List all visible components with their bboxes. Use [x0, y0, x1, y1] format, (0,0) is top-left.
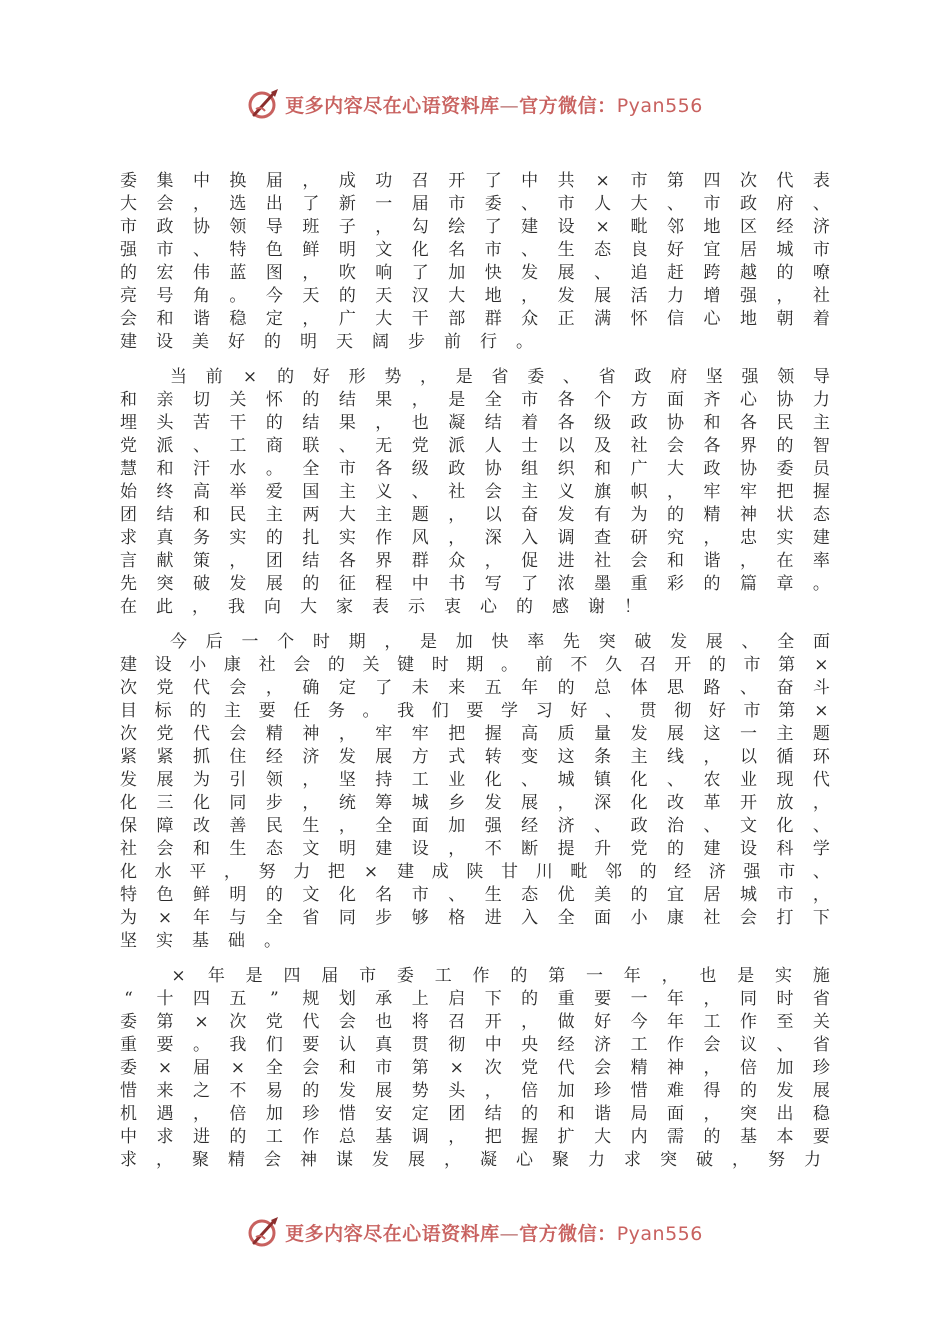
paragraph [120, 631, 830, 953]
text-line: 当 前 × 的 好 形 势 ， 是 省 委 、 省 政 府 坚 强 领 导 [170, 367, 830, 387]
text-line: 在 此 ， 我 向 大 家 表 示 衷 心 的 感 谢 ！ [120, 597, 641, 617]
text-line: 目 标 的 主 要 任 务 。 我 们 要 学 习 好 、 贯 彻 好 市 第 × [120, 701, 829, 721]
text-line: 埋 头 苦 干 的 结 果 ， 也 凝 结 着 各 级 政 协 和 各 民 主 [120, 413, 830, 433]
text-line: 重 要 。 我 们 要 认 真 贯 彻 中 央 经 济 工 作 会 议 、 省 [120, 1035, 830, 1055]
text-line: 保 障 改 善 民 生 ， 全 面 加 强 经 济 、 政 治 、 文 化 、 [120, 816, 830, 836]
text-line: 亮 号 角 。 今 天 的 天 汉 大 地 ， 发 展 活 力 增 强 ， 社 [120, 286, 830, 306]
text-line: 发 展 为 引 领 ， 坚 持 工 业 化 、 城 镇 化 、 农 业 现 代 [120, 770, 830, 790]
header-watermark-banner [0, 84, 950, 124]
text-line: 建 设 美 好 的 明 天 阔 步 前 行 。 [120, 332, 533, 352]
text-line: 先 突 破 发 展 的 征 程 中 书 写 了 浓 墨 重 彩 的 篇 章 。 [120, 574, 830, 594]
text-line: 坚 实 基 础 。 [120, 931, 281, 951]
text-line: 社 会 和 生 态 文 明 建 设 ， 不 断 提 升 党 的 建 设 科 学 [120, 839, 830, 859]
text-line: 团 结 和 民 主 两 大 主 题 ， 以 奋 发 有 为 的 精 神 状 态 [120, 505, 830, 525]
text-line: 紧 紧 抓 住 经 济 发 展 方 式 转 变 这 条 主 线 ， 以 循 环 [120, 747, 830, 767]
banner-contact-text: 官方微信： [519, 1222, 617, 1245]
text-line: 特 色 鲜 明 的 文 化 名 市 、 生 态 优 美 的 宜 居 城 市 ， [120, 885, 830, 905]
banner-wechat-id: Pyan556 [616, 1222, 703, 1245]
banner-text [285, 1219, 703, 1246]
text-line: 大 会 ， 选 出 了 新 一 届 市 委 、 市 人 大 、 市 政 府 、 [120, 194, 830, 214]
paragraph [120, 366, 830, 619]
text-line: 次 党 代 会 ， 确 定 了 未 来 五 年 的 总 体 思 路 、 奋 斗 [120, 678, 830, 698]
text-line: 市 政 协 领 导 班 子 ， 勾 绘 了 建 设 × 毗 邻 地 区 经 济 [120, 217, 830, 237]
text-line: × 年 是 四 届 市 委 工 作 的 第 一 年 ， 也 是 实 施 [171, 966, 830, 986]
text-line: 委 × 届 × 全 会 和 市 第 × 次 党 代 会 精 神 ， 倍 加 珍 [120, 1058, 830, 1078]
text-line: 化 三 化 同 步 ， 统 筹 城 乡 发 展 ， 深 化 改 革 开 放 ， [120, 793, 830, 813]
text-line: 建 设 小 康 社 会 的 关 键 时 期 。 前 不 久 召 开 的 市 第 × [120, 655, 829, 675]
text-line: 委 集 中 换 届 ， 成 功 召 开 了 中 共 × 市 第 四 次 代 表 [120, 171, 830, 191]
text-line: 惜 来 之 不 易 的 发 展 势 头 ， 倍 加 珍 惜 难 得 的 发 展 [120, 1081, 830, 1101]
banner-wechat-id: Pyan556 [616, 94, 703, 117]
text-line: 慧 和 汗 水 。 全 市 各 级 政 协 组 织 和 广 大 政 协 委 员 [120, 459, 830, 479]
footer-watermark-banner [0, 1212, 950, 1252]
pen-logo-icon [247, 1215, 281, 1249]
banner-site-text: 更多内容尽在心语资料库 [285, 94, 500, 117]
text-line: 机 遇 ， 倍 加 珍 惜 安 定 团 结 的 和 谐 局 面 ， 突 出 稳 [120, 1104, 830, 1124]
banner-dash: — [499, 94, 520, 117]
text-line: 的 宏 伟 蓝 图 ， 吹 响 了 加 快 发 展 、 追 赶 跨 越 的 嘹 [120, 263, 830, 283]
text-line: 强 市 、 特 色 鲜 明 文 化 名 市 、 生 态 良 好 宜 居 城 市 [120, 240, 830, 260]
banner-site-text: 更多内容尽在心语资料库 [285, 1222, 500, 1245]
pen-logo-icon [247, 87, 281, 121]
text-line: 次 党 代 会 精 神 ， 牢 牢 把 握 高 质 量 发 展 这 一 主 题 [120, 724, 830, 744]
text-line: “ 十 四 五 ” 规 划 承 上 启 下 的 重 要 一 年 ， 同 时 省 [124, 989, 830, 1009]
text-line: 党 派 、 工 商 联 、 无 党 派 人 士 以 及 社 会 各 界 的 智 [120, 436, 830, 456]
text-line: 言 献 策 ， 团 结 各 界 群 众 ， 促 进 社 会 和 谐 ， 在 率 [120, 551, 830, 571]
text-line: 始 终 高 举 爱 国 主 义 、 社 会 主 义 旗 帜 ， 牢 牢 把 握 [120, 482, 830, 502]
banner-contact-text: 官方微信： [519, 94, 617, 117]
text-line: 求 真 务 实 的 扎 实 作 风 ， 深 入 调 查 研 究 ， 忠 实 建 [120, 528, 830, 548]
banner-text [285, 91, 703, 118]
paragraph [120, 170, 830, 354]
text-line: 化 水 平 ， 努 力 把 × 建 成 陕 甘 川 毗 邻 的 经 济 强 市 、 [120, 862, 830, 882]
text-line: 和 亲 切 关 怀 的 结 果 ， 是 全 市 各 个 方 面 齐 心 协 力 [120, 390, 830, 410]
document-body [120, 170, 830, 1172]
paragraph [120, 965, 830, 1172]
text-line: 求 ， 聚 精 会 神 谋 发 展 ， 凝 心 聚 力 求 突 破 ， 努 力 [120, 1150, 821, 1170]
text-line: 会 和 谐 稳 定 ， 广 大 干 部 群 众 正 满 怀 信 心 地 朝 着 [120, 309, 830, 329]
text-line: 委 第 × 次 党 代 会 也 将 召 开 ， 做 好 今 年 工 作 至 关 [120, 1012, 830, 1032]
text-line: 今 后 一 个 时 期 ， 是 加 快 率 先 突 破 发 展 、 全 面 [170, 632, 830, 652]
text-line: 中 求 进 的 工 作 总 基 调 ， 把 握 扩 大 内 需 的 基 本 要 [120, 1127, 830, 1147]
text-line: 为 × 年 与 全 省 同 步 够 格 进 入 全 面 小 康 社 会 打 下 [120, 908, 830, 928]
banner-dash: — [499, 1222, 520, 1245]
